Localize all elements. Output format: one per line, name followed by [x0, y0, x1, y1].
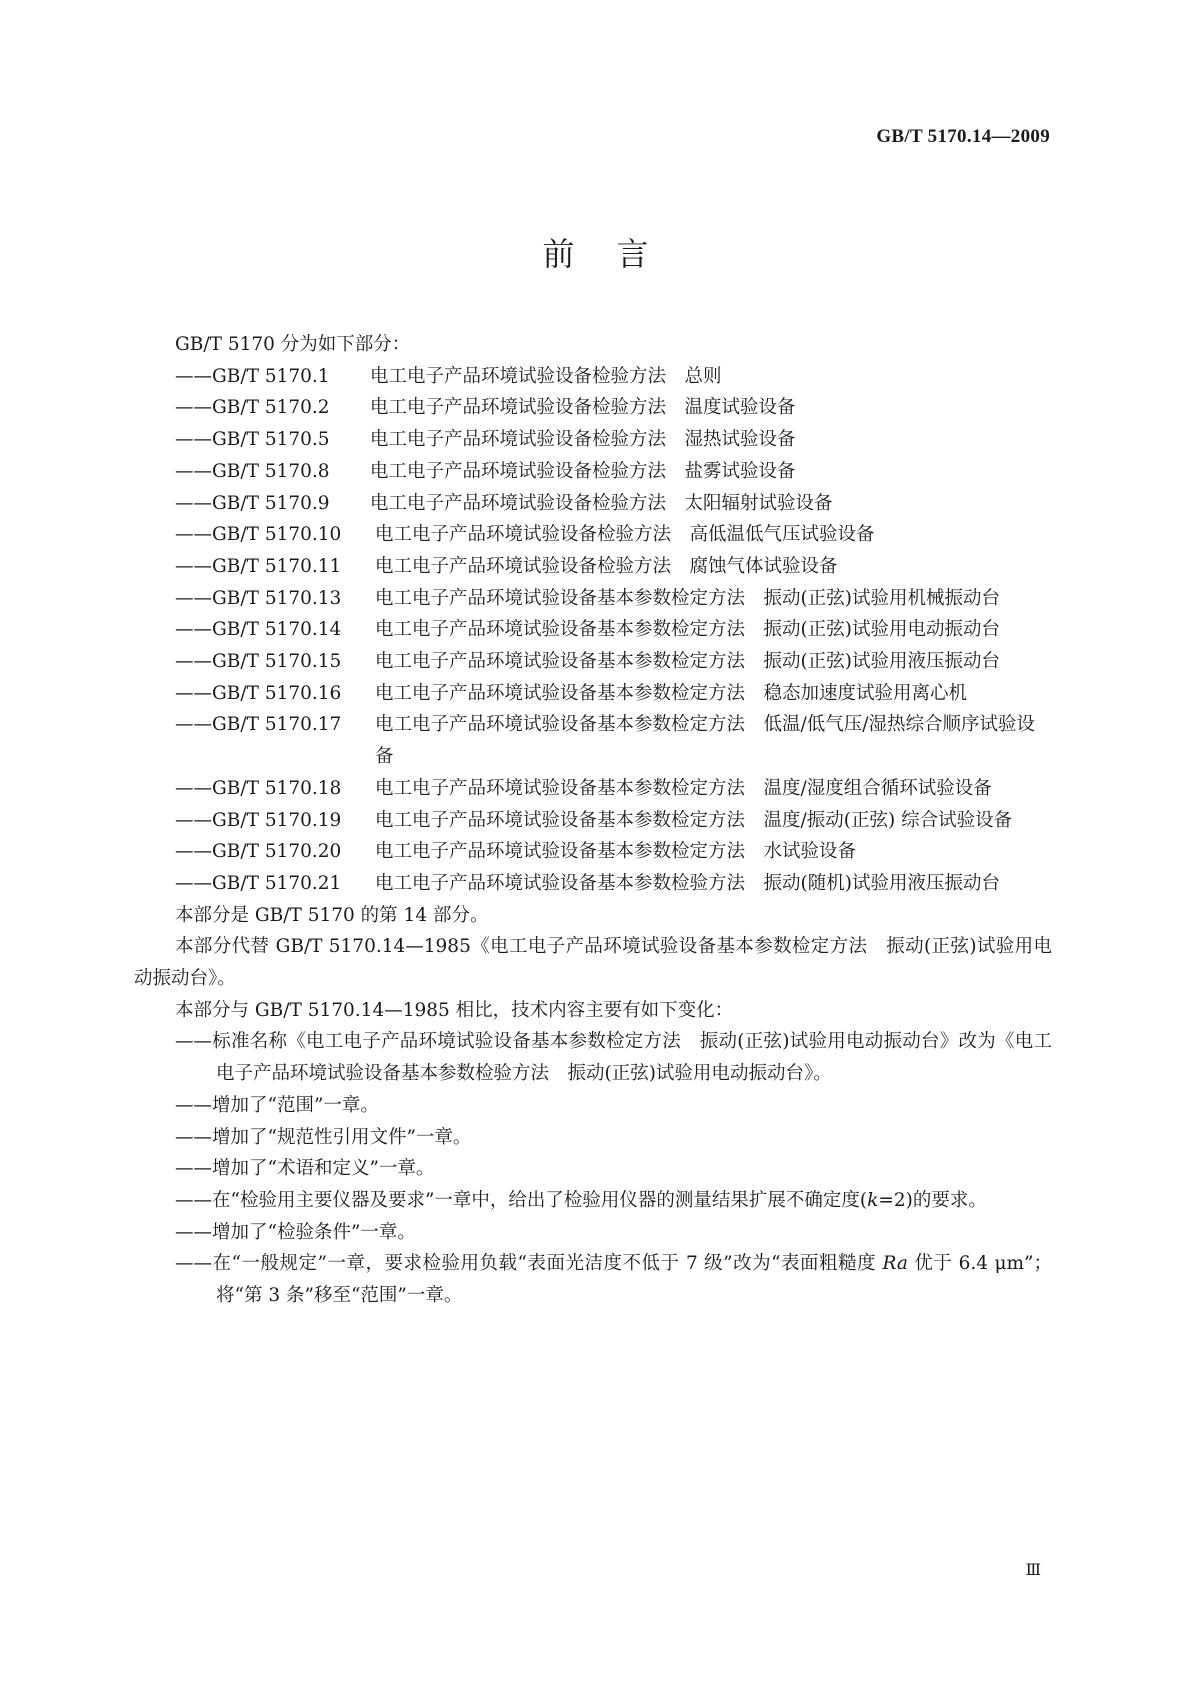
list-dash: ——	[175, 841, 212, 863]
part-code: GB/T 5170.13	[212, 587, 342, 609]
part-subtitle: 振动(随机)试验用液压振动台	[763, 872, 1000, 894]
part-code: GB/T 5170.15	[212, 651, 342, 673]
part-code: GB/T 5170.20	[212, 841, 342, 863]
coverage-factor-symbol: k	[867, 1189, 879, 1211]
list-item: ——增加了“范围”一章。	[175, 1094, 379, 1116]
list-item: ——增加了“检验条件”一章。	[175, 1221, 416, 1243]
part-code: GB/T 5170.16	[212, 682, 342, 704]
part-title: 电工电子产品环境试验设备检验方法	[370, 460, 667, 482]
changes-list	[134, 1026, 1052, 1311]
part-code: GB/T 5170.5	[212, 429, 330, 451]
list-item	[134, 583, 1052, 615]
list-dash: ——	[175, 460, 212, 482]
list-dash: ——	[175, 682, 212, 704]
list-dash: ——	[175, 872, 212, 894]
list-item	[134, 709, 1052, 772]
part-title: 电工电子产品环境试验设备基本参数检验方法	[375, 872, 746, 894]
part-number-statement: 本部分是 GB/T 5170 的第 14 部分。	[175, 904, 489, 926]
part-subtitle: 温度/湿度组合循环试验设备	[763, 777, 992, 799]
part-title: 电工电子产品环境试验设备基本参数检定方法	[375, 841, 746, 863]
part-code: GB/T 5170.1	[212, 365, 330, 387]
change-text: ——在“一般规定”一章，要求检验用负载“表面光洁度不低于 7 级”改为“表面粗糙度	[175, 1253, 883, 1275]
part-title: 电工电子产品环境试验设备检验方法	[375, 555, 672, 577]
list-item: ——增加了“规范性引用文件”一章。	[175, 1126, 472, 1148]
list-item: ——标准名称《电工电子产品环境试验设备基本参数检定方法 振动(正弦)试验用电动振动台》改为《电工电子产品环境试验设备基本参数检验方法 振动(正弦)试验用电动振动台》。	[175, 1031, 1052, 1085]
list-item	[134, 678, 1052, 710]
part-code: GB/T 5170.10	[212, 524, 342, 546]
list-item	[134, 805, 1052, 837]
part-title: 电工电子产品环境试验设备检验方法	[370, 397, 667, 419]
list-item: ——增加了“术语和定义”一章。	[175, 1158, 435, 1180]
list-item	[134, 424, 1052, 456]
part-title: 电工电子产品环境试验设备基本参数检定方法	[375, 619, 746, 641]
list-item	[134, 456, 1052, 488]
part-title: 电工电子产品环境试验设备检验方法	[370, 365, 667, 387]
list-dash: ——	[175, 555, 212, 577]
list-item	[134, 551, 1052, 583]
part-subtitle: 振动(正弦)试验用机械振动台	[763, 587, 1000, 609]
list-item	[134, 361, 1052, 393]
list-dash: ——	[175, 619, 212, 641]
part-title: 电工电子产品环境试验设备基本参数检定方法	[375, 777, 746, 799]
part-subtitle: 湿热试验设备	[684, 429, 796, 451]
part-title: 电工电子产品环境试验设备基本参数检定方法	[375, 651, 746, 673]
part-subtitle: 温度试验设备	[684, 397, 796, 419]
list-item	[134, 392, 1052, 424]
list-dash: ——	[175, 524, 212, 546]
part-subtitle: 太阳辐射试验设备	[684, 492, 833, 514]
change-text: 优于 6.4 μm”；将“第 3 条”移至“范围”一章。	[216, 1253, 1052, 1307]
list-item	[134, 1248, 1052, 1311]
list-item	[134, 614, 1052, 646]
change-text: =2)的要求。	[878, 1189, 987, 1211]
part-code: GB/T 5170.18	[212, 777, 342, 799]
change-text: ——在“检验用主要仪器及要求”一章中，给出了检验用仪器的测量结果扩展不确定度(	[175, 1189, 868, 1211]
list-item	[134, 836, 1052, 868]
part-title: 电工电子产品环境试验设备检验方法	[375, 524, 672, 546]
part-subtitle: 振动(正弦)试验用电动振动台	[763, 619, 1000, 641]
list-item	[134, 1185, 1052, 1217]
list-dash: ——	[175, 714, 212, 736]
part-subtitle: 盐雾试验设备	[684, 460, 796, 482]
page-number: Ⅲ	[1025, 1562, 1041, 1579]
list-item	[134, 646, 1052, 678]
standard-code-header: GB/T 5170.14—2009	[876, 126, 1050, 147]
list-dash: ——	[175, 397, 212, 419]
list-item	[134, 488, 1052, 520]
part-code: GB/T 5170.17	[212, 714, 342, 736]
part-code: GB/T 5170.21	[212, 872, 342, 894]
part-subtitle: 低温/低气压/湿热综合顺序试验设备	[375, 714, 1035, 768]
list-dash: ——	[175, 429, 212, 451]
part-title: 电工电子产品环境试验设备基本参数检定方法	[375, 587, 746, 609]
part-code: GB/T 5170.19	[212, 809, 342, 831]
part-subtitle: 腐蚀气体试验设备	[689, 555, 838, 577]
part-subtitle: 振动(正弦)试验用液压振动台	[763, 651, 1000, 673]
list-item	[134, 773, 1052, 805]
roughness-symbol: Ra	[882, 1253, 908, 1275]
intro-paragraph: GB/T 5170 分为如下部分：	[175, 334, 411, 355]
list-dash: ——	[175, 809, 212, 831]
part-subtitle: 总则	[684, 365, 722, 387]
part-title: 电工电子产品环境试验设备基本参数检定方法	[375, 714, 746, 736]
part-subtitle: 稳态加速度试验用离心机	[763, 682, 968, 704]
foreword-body	[134, 329, 1052, 1312]
part-code: GB/T 5170.2	[212, 397, 330, 419]
part-title: 电工电子产品环境试验设备检验方法	[370, 492, 667, 514]
part-code: GB/T 5170.11	[212, 555, 342, 577]
part-subtitle: 高低温低气压试验设备	[689, 524, 875, 546]
part-code: GB/T 5170.9	[212, 492, 330, 514]
page-title: 前言	[542, 235, 691, 273]
list-dash: ——	[175, 492, 212, 514]
list-dash: ——	[175, 777, 212, 799]
part-title: 电工电子产品环境试验设备基本参数检定方法	[375, 809, 746, 831]
list-item	[134, 519, 1052, 551]
replacement-statement: 本部分代替 GB/T 5170.14—1985《电工电子产品环境试验设备基本参数检定方法 振动(正弦)试验用电动振动台》。	[134, 936, 1052, 990]
part-subtitle: 温度/振动(正弦) 综合试验设备	[763, 809, 1013, 831]
part-title: 电工电子产品环境试验设备检验方法	[370, 429, 667, 451]
parts-list	[134, 361, 1052, 900]
changes-intro: 本部分与 GB/T 5170.14—1985 相比，技术内容主要有如下变化：	[175, 999, 734, 1021]
list-dash: ——	[175, 587, 212, 609]
part-title: 电工电子产品环境试验设备基本参数检定方法	[375, 682, 746, 704]
part-subtitle: 水试验设备	[763, 841, 857, 863]
part-code: GB/T 5170.8	[212, 460, 330, 482]
list-item	[134, 868, 1052, 900]
part-code: GB/T 5170.14	[212, 619, 342, 641]
list-dash: ——	[175, 365, 212, 387]
list-dash: ——	[175, 651, 212, 673]
